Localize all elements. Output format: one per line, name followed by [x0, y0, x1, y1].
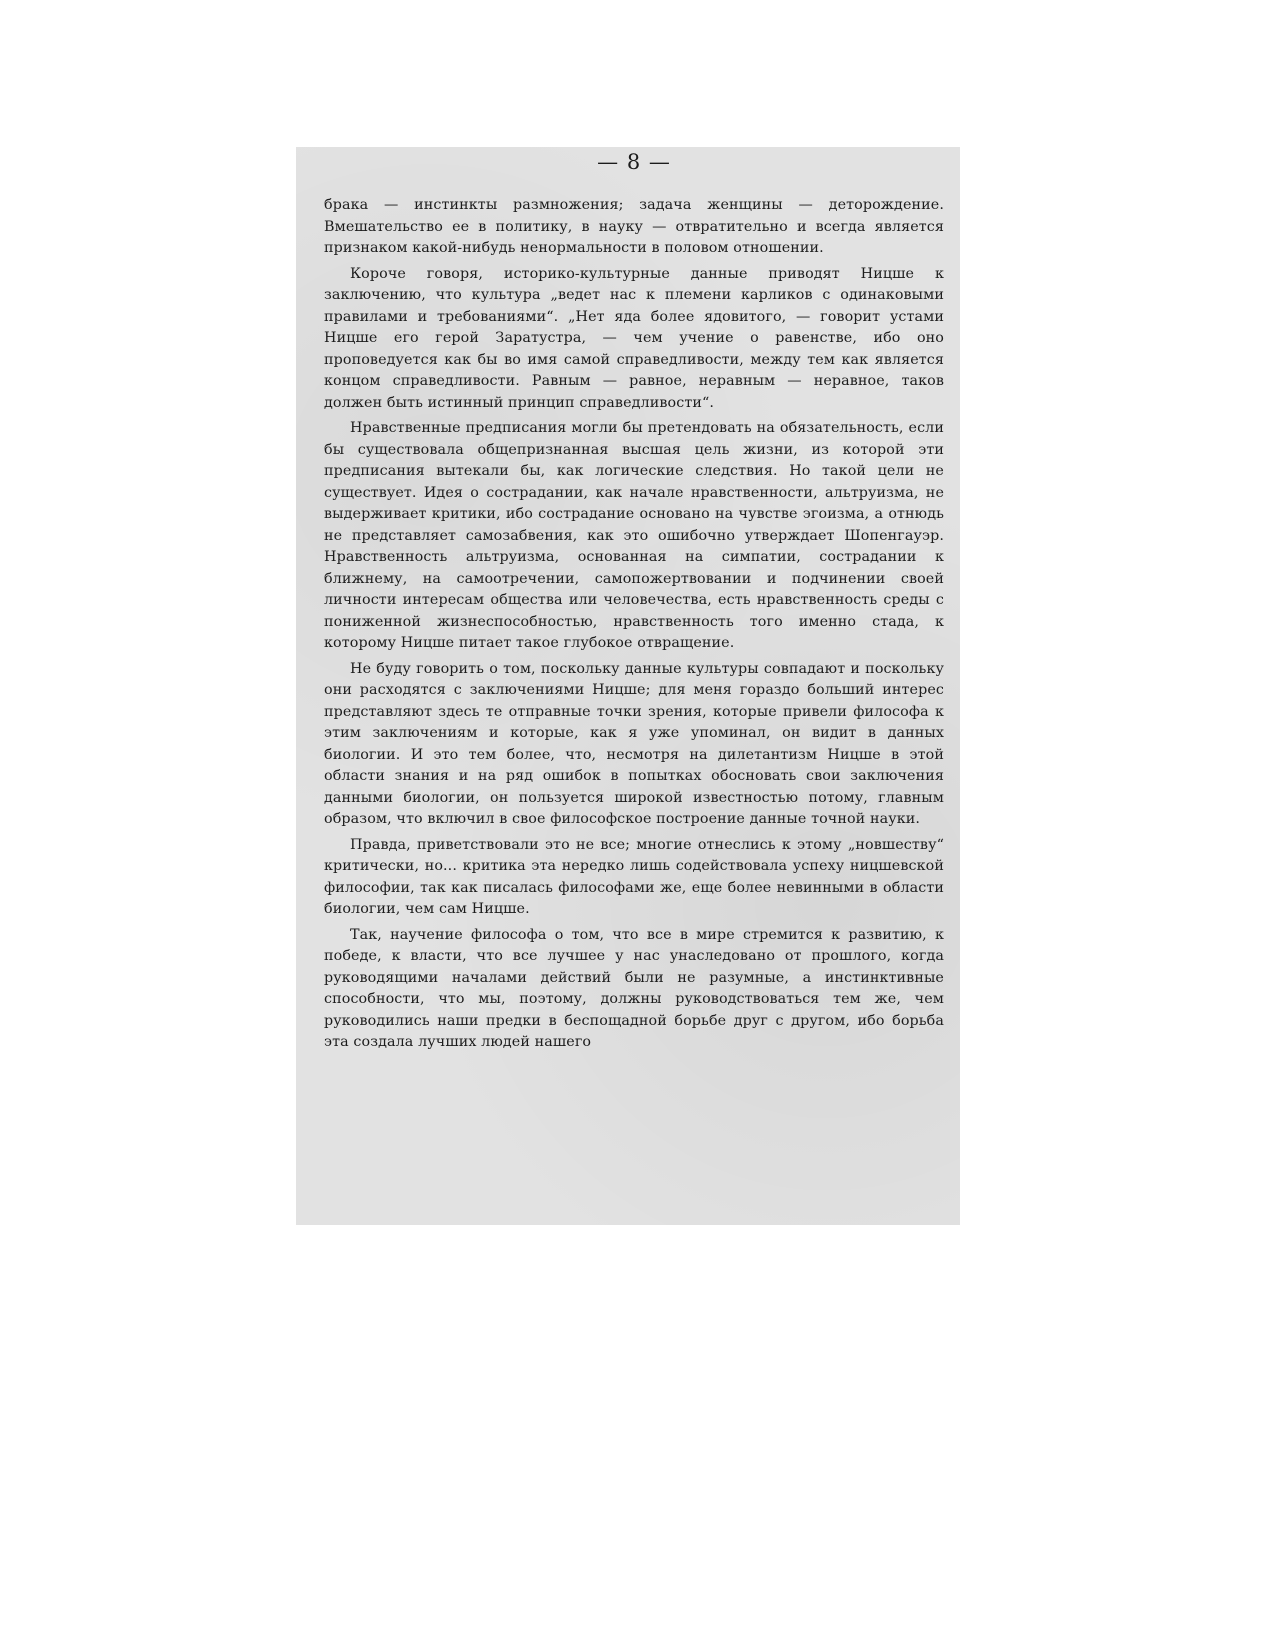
page-body-text [324, 195, 944, 1054]
paragraph-6: Так, научение философа о том, что все в мире стремится к развитию, к победе, к власти, что все лучшее у нас унаследовано от прошлого, когда руководящими началами действий были не разумные, а инстинктивные способности, что мы, поэтому, должны руководствоваться тем же, чем руководились наши предки в беспощадной борьбе друг с другом, ибо борьба эта создала лучших людей нашего [324, 926, 944, 1050]
paragraph-2: Короче говоря, историко-культурные данные приводят Ницше к заключению, что культура „ведет нас к племени карликов с одинаковыми правилами и требованиями“. „Нет яда более ядовитого, — говорит устами Ницше его герой Заратустра, — чем учение о равенстве, ибо оно проповедуется как бы во имя самой справедливости, между тем как является концом справедливости. Равным — равное, неравным — неравное, таков должен быть истинный принцип справедливости“. [324, 265, 944, 411]
paragraph-3: Нравственные предписания могли бы претендовать на обязательность, если бы существовала общепризнанная высшая цель жизни, из которой эти предписания вытекали бы, как логические следствия. Но такой цели не существует. Идея о сострадании, как начале нравственности, альтруизма, не выдерживает критики, ибо сострадание основано на чувстве эгоизма, а отнюдь не представляет самозабвения, как это ошибочно утверждает Шопенгауэр. Нравственность альтруизма, основанная на симпатии, сострадании к ближнему, на самоотречении, самопожертвовании и подчинении своей личности интересам общества или человечества, есть нравственность среды с пониженной жизнеспособностью, нравственность того именно стада, к которому Ницше питает такое глубокое отвращение. [324, 420, 944, 651]
paragraph-4: Не буду говорить о том, поскольку данные культуры совпадают и поскольку они расходятся с заключениями Ницше; для меня гораздо больший интерес представляют здесь те отправные точки зрения, которые привели философа к этим заключениям и которые, как я уже упоминал, он видит в данных биологии. И это тем более, что, несмотря на дилетантизм Ницше в этой области знания и на ряд ошибок в попытках обосновать свои заключения данными биологии, он пользуется широкой известностью потому, главным образом, что включил в свое философское построение данные точной науки. [324, 660, 944, 827]
paragraph-5: Правда, приветствовали это не все; многие отнеслись к этому „новшеству“ критически, но... критика эта нередко лишь содействовала успеху ницшевской философии, так как писалась философами же, еще более невинными в области биологии, чем сам Ницше. [324, 836, 944, 917]
page-number: — 8 — [597, 150, 671, 174]
paragraph-1: брака — инстинкты размножения; задача женщины — деторождение. Вмешательство ее в политику, в науку — отвратительно и всегда является признаком какой-нибудь ненормальности в половом отношении. [324, 197, 944, 256]
scanned-book-page [296, 147, 960, 1225]
